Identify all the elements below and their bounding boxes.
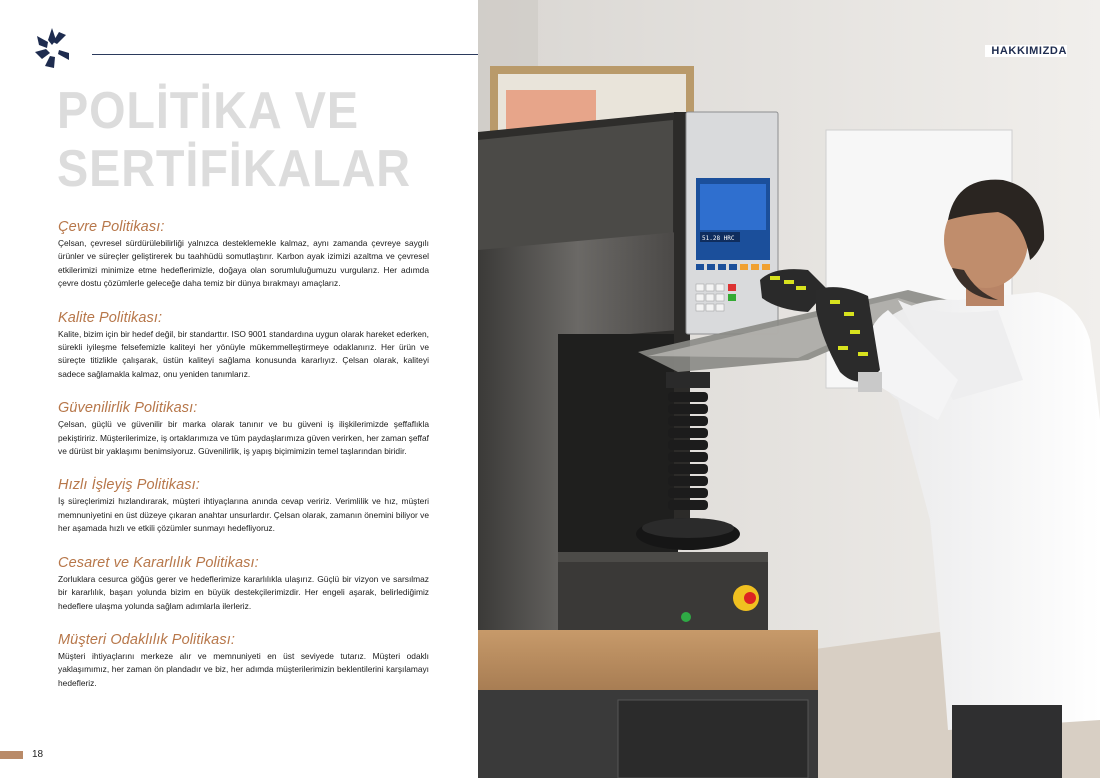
hardness-tester-photo bbox=[478, 0, 1100, 778]
text-column bbox=[0, 0, 478, 778]
policy-courage bbox=[58, 555, 429, 613]
policy-heading: Müşteri Odaklılık Politikası: bbox=[58, 631, 235, 648]
policy-environment bbox=[58, 219, 429, 291]
policy-customer-focus bbox=[58, 632, 429, 690]
policy-body: Çelsan, çevresel sürdürülebilirliği yalnızca desteklemekle kalmaz, aynı zamanda çevreye saygılı ürünler ve süreçler geliştirerek bu taahhüdü somutlaştırır. Karbon ayak izimizi azaltma ve çevresel etkilerimizi minimize etme hedeflerimizle, doğaya olan sorumluluğumuzu vurgularız. Her adımda çevre dostu çözümlerle geleceğe daha temiz bir dünya bırakmayı amaçlarız. bbox=[58, 238, 429, 289]
policy-list bbox=[58, 219, 429, 709]
section-label: HAKKIMIZDA bbox=[985, 45, 1067, 57]
policy-body: Müşteri ihtiyaçlarını merkeze alır ve memnuniyeti en üst seviyede tutarız. Müşteri odaklı yaklaşımımız, her zaman ön plandadır ve biz, her adımda müşterilerimizin beklentilerini karşılamayı hedefleriz. bbox=[58, 650, 429, 688]
policy-body: Çelsan, güçlü ve güvenilir bir marka olarak tanınır ve bu güveni iş ilişkilerimizde şeffaflıkla pekiştiririz. Müşterilerimize, iş ortaklarımıza ve tüm paydaşlarımıza güven verirken, her zaman şeffaf ve dürüst bir yaklaşımı benimsiyoruz. Güvenilirlik, iş yapış biçimimizin temel taşlarından biridir. bbox=[58, 419, 429, 457]
policy-heading: Cesaret ve Kararlılık Politikası: bbox=[58, 554, 259, 571]
policy-heading: Hızlı İşleyiş Politikası: bbox=[58, 477, 200, 494]
page-number-bar bbox=[0, 751, 23, 759]
page-title-line-1: POLİTİKA VE bbox=[57, 82, 359, 140]
policy-heading: Güvenilirlik Politikası: bbox=[58, 400, 198, 417]
page-number: 18 bbox=[32, 749, 44, 760]
page-title-line-2: SERTİFİKALAR bbox=[57, 140, 411, 198]
policy-heading: Çevre Politikası: bbox=[58, 219, 165, 235]
policy-quality bbox=[58, 310, 429, 382]
policy-speed bbox=[58, 477, 429, 535]
policy-body: İş süreçlerimizi hızlandırarak, müşteri ihtiyaçlarına anında cevap veririz. Verimlilik ve hız, müşteri memnuniyetini en üst düzeye çıkaran anahtar unsurlardır. Çelsan olarak, zamanın önemini biliyor ve her aşamada hızlı ve etkili çözümler sunmayı hedefliyoruz. bbox=[58, 496, 429, 534]
page-title bbox=[57, 82, 457, 198]
policy-heading: Kalite Politikası: bbox=[58, 309, 163, 326]
screen-readout: 51.28 HRC bbox=[702, 235, 735, 242]
policy-body: Kalite, bizim için bir hedef değil, bir standarttır. ISO 9001 standardına uygun olarak hareket ederken, sürekli iyileşme felsefemizle kaliteyi her yönüyle mükemmelleştirmeye odaklanırız. Her ürün ve süreçte titizlikle çalışarak, üstün kaliteyi sağlama konusunda kararlıyız. Çelsan olarak, kaliteyi sadece sağlamakla kalmaz, onu yeniden tanımlarız. bbox=[58, 328, 429, 379]
policy-reliability bbox=[58, 400, 429, 458]
policy-body: Zorluklara cesurca göğüs gerer ve hedeflerimize kararlılıkla ulaşırız. Güçlü bir vizyon ve sarsılmaz bir kararlılık, başarı yolunda bizim en büyük destekçilerimizdir. Her engeli aşarak, belirlediğimiz hedeflere ulaşma yolunda sağlam adımlarla ilerleriz. bbox=[58, 573, 429, 611]
